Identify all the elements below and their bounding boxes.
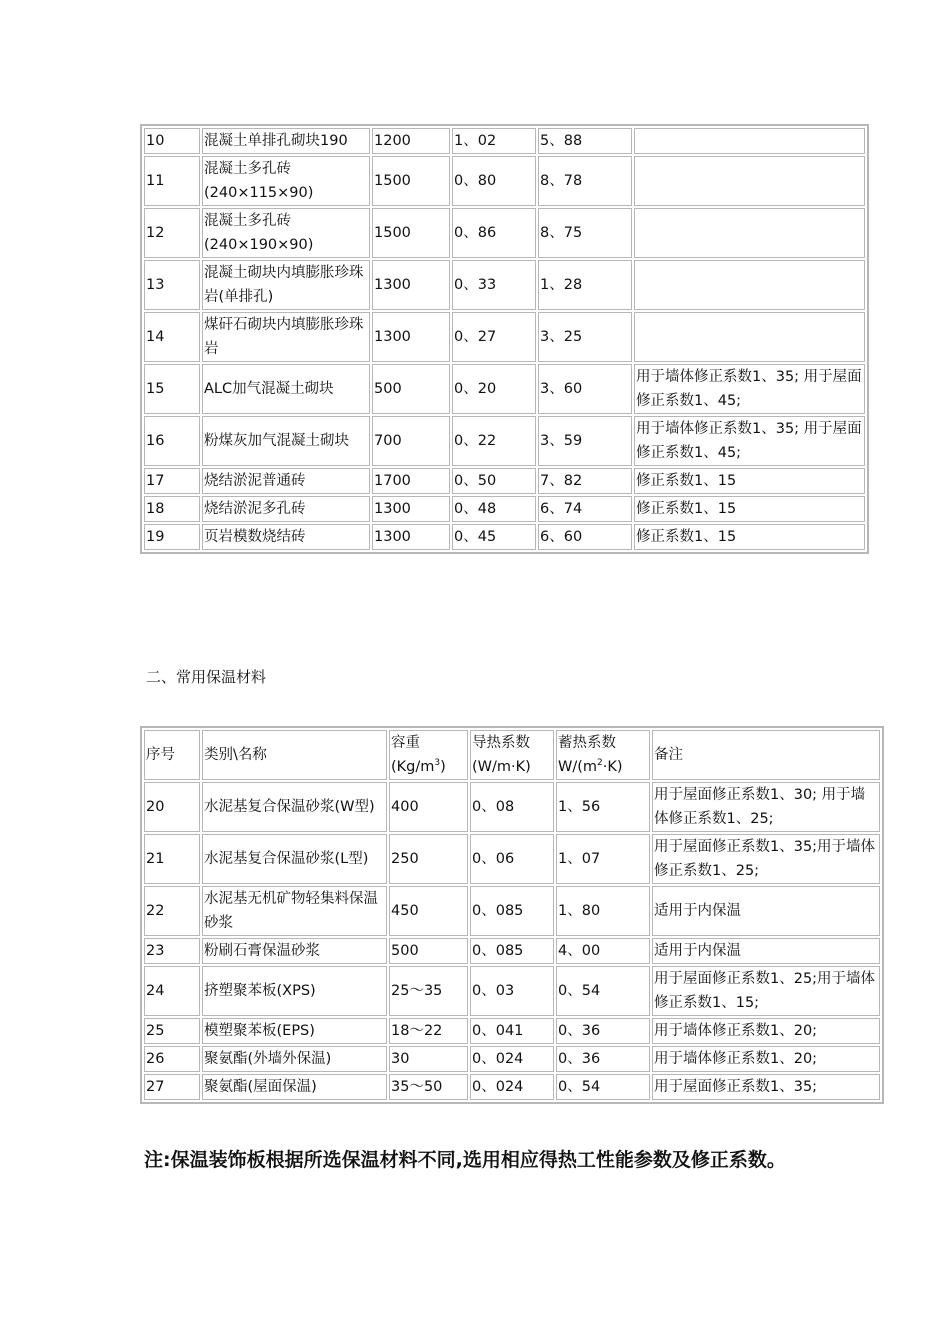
cell-index: 15 [144,364,200,414]
cell-density: 400 [389,782,468,832]
header-density-unit-post: ) [440,759,446,775]
cell-density: 500 [389,938,468,964]
table-row [144,156,865,206]
cell-name: 聚氨酯(屋面保温) [202,1074,387,1100]
header-conductivity [470,730,554,780]
cell-density: 1500 [372,156,450,206]
cell-name: 烧结淤泥普通砖 [202,468,370,494]
header-name: 类别\名称 [202,730,387,780]
cell-remarks: 用于墙体修正系数1、20; [652,1046,880,1072]
cell-remarks: 用于墙体修正系数1、20; [652,1018,880,1044]
cell-heat-storage: 1、56 [556,782,650,832]
insulation-table [140,726,884,1104]
cell-index: 26 [144,1046,200,1072]
cell-heat-storage: 1、28 [538,260,632,310]
cell-conductivity: 1、02 [452,128,536,154]
cell-density: 1300 [372,496,450,522]
footnote: 注:保温装饰板根据所选保温材料不同,选用相应得热工性能参数及修正系数。 [144,1149,786,1171]
cell-name: 模塑聚苯板(EPS) [202,1018,387,1044]
cell-conductivity: 0、024 [470,1074,554,1100]
cell-index: 13 [144,260,200,310]
cell-conductivity: 0、80 [452,156,536,206]
cell-density: 450 [389,886,468,936]
cell-name: 页岩模数烧结砖 [202,524,370,550]
cell-remarks [634,312,865,362]
cell-density: 1300 [372,524,450,550]
cell-density: 18～22 [389,1018,468,1044]
cell-conductivity: 0、06 [470,834,554,884]
cell-remarks [634,260,865,310]
cell-index: 14 [144,312,200,362]
header-remarks: 备注 [652,730,880,780]
table-row [144,966,880,1016]
header-conductivity-label: 导热系数 [472,735,530,751]
insulation-table-header [144,730,880,780]
cell-conductivity: 0、27 [452,312,536,362]
cell-remarks: 用于屋面修正系数1、35;用于墙体修正系数1、25; [652,834,880,884]
table-row [144,886,880,936]
cell-density: 500 [372,364,450,414]
cell-index: 18 [144,496,200,522]
table-row [144,1018,880,1044]
header-heat-storage-unit-sup: 2 [597,758,603,769]
cell-density: 1300 [372,312,450,362]
cell-index: 17 [144,468,200,494]
header-density-unit-pre: (Kg/m [391,759,435,775]
cell-heat-storage: 1、07 [556,834,650,884]
cell-name: 水泥基无机矿物轻集料保温砂浆 [202,886,387,936]
cell-index: 16 [144,416,200,466]
cell-name: 混凝土多孔砖(240×190×90) [202,208,370,258]
cell-heat-storage: 3、25 [538,312,632,362]
header-heat-storage-label: 蓄热系数 [558,735,616,751]
cell-conductivity: 0、50 [452,468,536,494]
cell-heat-storage: 6、60 [538,524,632,550]
cell-remarks: 用于屋面修正系数1、25;用于墙体修正系数1、15; [652,966,880,1016]
header-conductivity-unit: (W/m·K) [472,759,531,775]
cell-density: 1500 [372,208,450,258]
table-row [144,496,865,522]
header-heat-storage-unit-post: ·K) [602,759,623,775]
cell-density: 35～50 [389,1074,468,1100]
cell-heat-storage: 6、74 [538,496,632,522]
thermal-table-1 [140,124,869,554]
cell-density: 1300 [372,260,450,310]
cell-heat-storage: 0、54 [556,1074,650,1100]
cell-conductivity: 0、03 [470,966,554,1016]
cell-index: 19 [144,524,200,550]
cell-name: 烧结淤泥多孔砖 [202,496,370,522]
insulation-table-body [144,782,880,1100]
cell-remarks: 用于墙体修正系数1、35; 用于屋面修正系数1、45; [634,416,865,466]
cell-density: 1200 [372,128,450,154]
header-index: 序号 [144,730,200,780]
cell-name: 混凝土砌块内填膨胀珍珠岩(单排孔) [202,260,370,310]
cell-conductivity: 0、08 [470,782,554,832]
cell-name: ALC加气混凝土砌块 [202,364,370,414]
cell-heat-storage: 4、00 [556,938,650,964]
cell-conductivity: 0、33 [452,260,536,310]
cell-heat-storage: 0、54 [556,966,650,1016]
cell-conductivity: 0、024 [470,1046,554,1072]
section-title: 二、常用保温材料 [146,668,267,686]
table-row [144,364,865,414]
cell-heat-storage: 3、59 [538,416,632,466]
cell-index: 10 [144,128,200,154]
header-density-unit-sup: 3 [434,758,441,769]
cell-remarks: 适用于内保温 [652,938,880,964]
cell-conductivity: 0、22 [452,416,536,466]
cell-conductivity: 0、085 [470,938,554,964]
cell-heat-storage: 0、36 [556,1046,650,1072]
cell-index: 11 [144,156,200,206]
cell-remarks: 修正系数1、15 [634,468,865,494]
cell-density: 1700 [372,468,450,494]
cell-index: 20 [144,782,200,832]
cell-name: 煤矸石砌块内填膨胀珍珠岩 [202,312,370,362]
cell-conductivity: 0、20 [452,364,536,414]
cell-density: 30 [389,1046,468,1072]
table-row [144,938,880,964]
table-row [144,782,880,832]
cell-remarks [634,156,865,206]
cell-remarks: 修正系数1、15 [634,496,865,522]
table-row [144,312,865,362]
cell-conductivity: 0、085 [470,886,554,936]
cell-name: 粉煤灰加气混凝土砌块 [202,416,370,466]
header-heat-storage-unit-pre: W/(m [558,759,598,775]
cell-conductivity: 0、86 [452,208,536,258]
cell-remarks: 用于屋面修正系数1、30; 用于墙体修正系数1、25; [652,782,880,832]
cell-name: 混凝土多孔砖(240×115×90) [202,156,370,206]
cell-heat-storage: 5、88 [538,128,632,154]
cell-remarks: 适用于内保温 [652,886,880,936]
cell-remarks: 用于墙体修正系数1、35; 用于屋面修正系数1、45; [634,364,865,414]
cell-conductivity: 0、041 [470,1018,554,1044]
cell-name: 水泥基复合保温砂浆(L型) [202,834,387,884]
table-row [144,260,865,310]
table-row [144,524,865,550]
cell-density: 250 [389,834,468,884]
cell-remarks: 修正系数1、15 [634,524,865,550]
table-row [144,468,865,494]
table-row [144,1046,880,1072]
cell-name: 水泥基复合保温砂浆(W型) [202,782,387,832]
cell-remarks [634,128,865,154]
cell-name: 粉刷石膏保温砂浆 [202,938,387,964]
thermal-table-1-body [144,128,865,550]
cell-heat-storage: 8、75 [538,208,632,258]
cell-index: 21 [144,834,200,884]
cell-name: 聚氨酯(外墙外保温) [202,1046,387,1072]
cell-conductivity: 0、45 [452,524,536,550]
cell-density: 25～35 [389,966,468,1016]
cell-name: 混凝土单排孔砌块190 [202,128,370,154]
cell-density: 700 [372,416,450,466]
header-row [144,730,880,780]
cell-index: 25 [144,1018,200,1044]
cell-heat-storage: 3、60 [538,364,632,414]
cell-name: 挤塑聚苯板(XPS) [202,966,387,1016]
cell-remarks [634,208,865,258]
header-heat-storage [556,730,650,780]
table-row [144,834,880,884]
cell-index: 12 [144,208,200,258]
table-row [144,128,865,154]
cell-index: 23 [144,938,200,964]
cell-remarks: 用于屋面修正系数1、35; [652,1074,880,1100]
header-density [389,730,468,780]
cell-index: 24 [144,966,200,1016]
table-row [144,208,865,258]
cell-conductivity: 0、48 [452,496,536,522]
table-row [144,1074,880,1100]
cell-heat-storage: 1、80 [556,886,650,936]
cell-index: 27 [144,1074,200,1100]
header-density-label: 容重 [391,735,420,751]
table-row [144,416,865,466]
cell-heat-storage: 7、82 [538,468,632,494]
cell-index: 22 [144,886,200,936]
cell-heat-storage: 8、78 [538,156,632,206]
cell-heat-storage: 0、36 [556,1018,650,1044]
